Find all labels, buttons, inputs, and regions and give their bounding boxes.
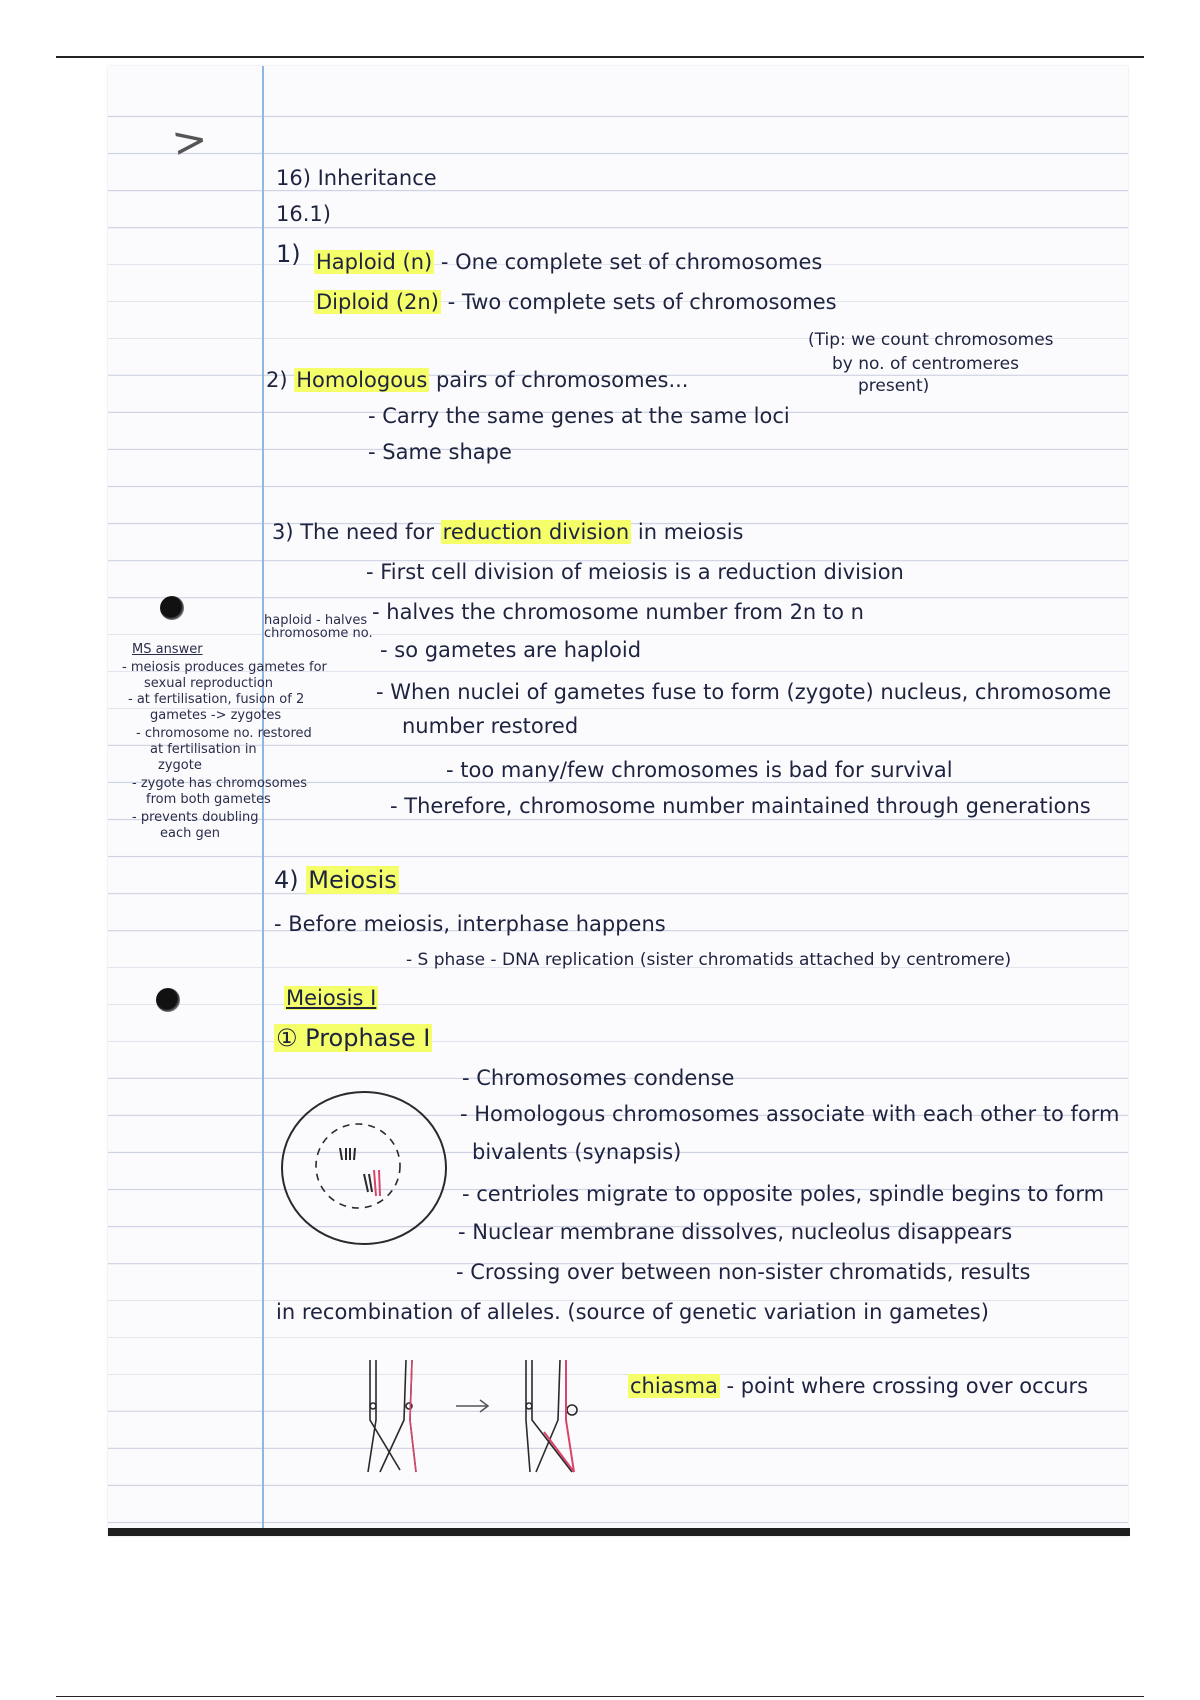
margin-note: MS answer bbox=[132, 642, 203, 657]
section3-line: number restored bbox=[402, 714, 579, 738]
reduction-division-term: reduction division bbox=[442, 520, 630, 544]
page-title: 16) Inheritance bbox=[276, 166, 437, 190]
section2-heading: 2) Homologous pairs of chromosomes... bbox=[266, 368, 689, 392]
page-bottom-rule bbox=[56, 1696, 1144, 1697]
margin-note: - prevents doubling bbox=[132, 810, 259, 825]
section3-line: - halves the chromosome number from 2n to n bbox=[372, 600, 864, 624]
tip-note-line: present) bbox=[858, 376, 930, 396]
prophase-cell-diagram bbox=[276, 1084, 452, 1254]
margin-note: - chromosome no. restored bbox=[136, 726, 312, 741]
nuclear-membrane bbox=[316, 1124, 400, 1208]
diploid-term: Diploid (2n) bbox=[316, 290, 439, 314]
section1-number: 1) bbox=[276, 240, 301, 268]
homologous-chromosomes bbox=[374, 1170, 380, 1196]
prophase-point: - centrioles migrate to opposite poles, spindle begins to form bbox=[462, 1182, 1105, 1206]
prophase-1-heading: ① Prophase I bbox=[276, 1024, 431, 1052]
prophase-point: - Homologous chromosomes associate with each other to form bbox=[460, 1102, 1120, 1126]
homologous-term: Homologous bbox=[296, 368, 428, 392]
prophase-point: - Crossing over between non-sister chromatids, results bbox=[456, 1260, 1031, 1284]
meiosis-term: Meiosis bbox=[308, 866, 397, 894]
chromosomes bbox=[340, 1148, 372, 1192]
margin-note: gametes -> zygotes bbox=[150, 708, 282, 723]
prophase-point: - Chromosomes condense bbox=[462, 1066, 735, 1090]
section3-line: - When nuclei of gametes fuse to form (zygote) nucleus, chromosome bbox=[376, 680, 1112, 704]
margin-note: - zygote has chromosomes bbox=[132, 776, 308, 791]
section2-bullet: - Same shape bbox=[368, 440, 512, 464]
haploid-definition: Haploid (n) - One complete set of chromosomes bbox=[316, 250, 823, 274]
prophase-point: in recombination of alleles. (source of genetic variation in gametes) bbox=[276, 1300, 989, 1324]
meiosis-intro-line: - Before meiosis, interphase happens bbox=[274, 912, 666, 936]
margin-note: - at fertilisation, fusion of 2 bbox=[128, 692, 305, 707]
section3-line: - Therefore, chromosome number maintained through generations bbox=[390, 794, 1091, 818]
cell-membrane bbox=[282, 1092, 446, 1244]
punch-hole bbox=[160, 596, 184, 620]
tip-note-line: by no. of centromeres bbox=[832, 354, 1019, 374]
prophase-point: - Nuclear membrane dissolves, nucleolus disappears bbox=[458, 1220, 1013, 1244]
meiosis-intro-line: - S phase - DNA replication (sister chromatids attached by centromere) bbox=[406, 950, 1012, 970]
section4-heading: 4) Meiosis bbox=[274, 866, 397, 894]
section3-heading: 3) The need for reduction division in meiosis bbox=[272, 520, 744, 544]
margin-label: haploid - halves chromosome no. bbox=[264, 613, 373, 641]
meiosis-1-heading: Meiosis I bbox=[286, 986, 377, 1010]
margin-note: at fertilisation in bbox=[150, 742, 257, 757]
punch-hole bbox=[156, 988, 180, 1012]
arrow-icon bbox=[456, 1400, 488, 1412]
crossing-over-diagram bbox=[360, 1360, 600, 1480]
section3-line: - so gametes are haploid bbox=[380, 638, 642, 662]
diploid-definition: Diploid (2n) - Two complete sets of chromosomes bbox=[316, 290, 837, 314]
margin-note: - meiosis produces gametes for bbox=[122, 660, 327, 675]
section3-line: - First cell division of meiosis is a reduction division bbox=[366, 560, 904, 584]
corner-mark: > bbox=[168, 113, 211, 168]
page-bottom-edge bbox=[108, 1528, 1130, 1536]
margin-note: zygote bbox=[158, 758, 202, 773]
haploid-term: Haploid (n) bbox=[316, 250, 433, 274]
margin-note: each gen bbox=[160, 826, 220, 841]
section2-bullet: - Carry the same genes at the same loci bbox=[368, 404, 790, 428]
prophase-point: bivalents (synapsis) bbox=[472, 1140, 682, 1164]
section-number: 16.1) bbox=[276, 202, 331, 226]
chiasma-term: chiasma bbox=[630, 1374, 718, 1398]
section3-line: - too many/few chromosomes is bad for survival bbox=[446, 758, 953, 782]
page-top-rule bbox=[56, 56, 1144, 58]
chiasma-definition: chiasma - point where crossing over occurs bbox=[630, 1374, 1089, 1398]
tip-note-line: (Tip: we count chromosomes bbox=[808, 330, 1054, 350]
margin-note: sexual reproduction bbox=[144, 676, 274, 691]
margin-note: from both gametes bbox=[146, 792, 271, 807]
